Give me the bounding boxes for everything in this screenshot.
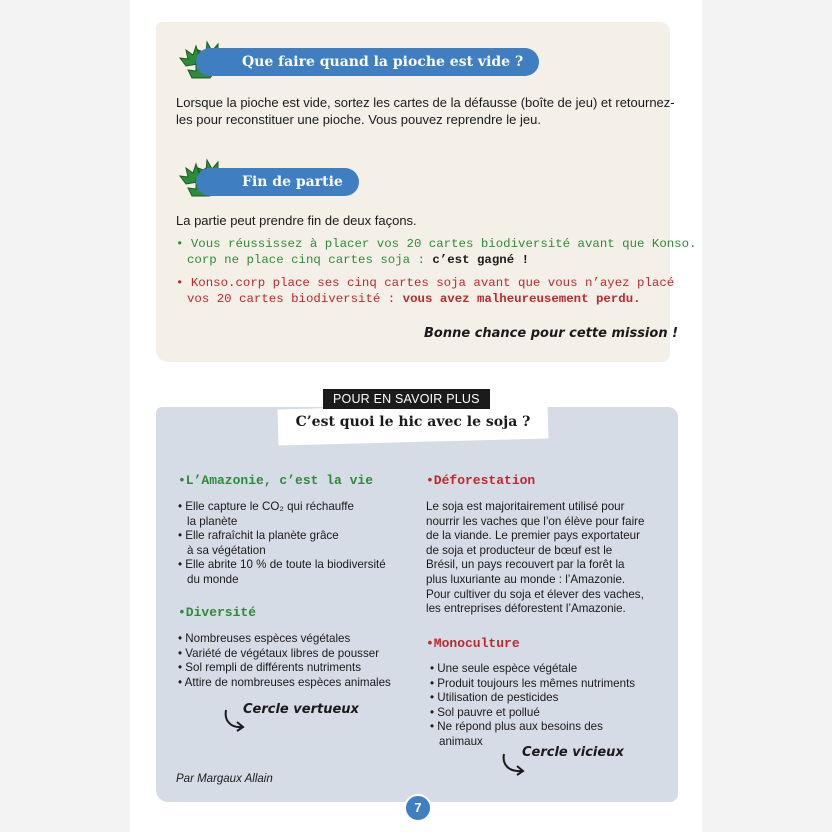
amazonie-list bbox=[178, 500, 386, 588]
author: Par Margaux Allain bbox=[176, 773, 273, 785]
text-line: Le soja est majoritairement utilisé pour bbox=[426, 500, 625, 513]
list-item: • Nombreuses espèces végétales bbox=[178, 632, 351, 645]
section-title-empty-pile: Que faire quand la pioche est vide ? bbox=[196, 48, 539, 76]
list-item: • Elle rafraîchit la planète grâce bbox=[178, 529, 339, 543]
text-line: nourrir les vaches que l’on élève pour faire bbox=[426, 514, 645, 528]
info-title: C’est quoi le hic avec le soja ? bbox=[295, 414, 531, 430]
text-line: les entreprises déforestent l’Amazonie. bbox=[426, 602, 626, 616]
list-item: la planète bbox=[187, 514, 238, 528]
list-item: • Ne répond plus aux besoins des bbox=[430, 720, 603, 734]
list-item: • Utilisation de pesticides bbox=[430, 691, 559, 705]
end-game-intro: La partie peut prendre fin de deux façons. bbox=[176, 213, 417, 228]
section-title-end-game: Fin de partie bbox=[196, 168, 359, 196]
text-line: de la viande. Le premier pays exportateur bbox=[426, 529, 640, 543]
empty-pile-text-line1: Lorsque la pioche est vide, sortez les cartes de la défausse (boîte de jeu) et retournez- bbox=[176, 95, 675, 110]
text-line: Pour cultiver du soja et élever des vaches, bbox=[426, 587, 644, 601]
list-item: • Une seule espèce végétale bbox=[430, 662, 578, 675]
list-item: • Produit toujours les mêmes nutriments bbox=[430, 676, 636, 690]
list-item: animaux bbox=[439, 734, 483, 748]
win-line2: corp ne place cinq cartes soja : c’est gagné ! bbox=[187, 253, 530, 267]
list-item: à sa végétation bbox=[187, 543, 266, 557]
monoculture-heading: •Monoculture bbox=[426, 636, 520, 651]
empty-pile-text-line2: les pour reconstituer une pioche. Vous pouvez reprendre le jeu. bbox=[176, 112, 541, 127]
monoculture-list bbox=[430, 662, 635, 750]
win-line1: • Vous réussissez à placer vos 20 cartes biodiversité avant que Konso. bbox=[176, 237, 697, 251]
list-item: • Attire de nombreuses espèces animales bbox=[178, 675, 391, 689]
text-line: Brésil, un pays recouvert par la forêt la bbox=[426, 558, 625, 572]
amazonie-heading: •L’Amazonie, c’est la vie bbox=[178, 473, 374, 488]
deforestation-heading: •Déforestation bbox=[426, 473, 536, 488]
cercle-vertueux-label: Cercle vertueux bbox=[243, 702, 359, 717]
list-item: • Sol pauvre et pollué bbox=[430, 705, 540, 719]
text-line: de soja et producteur de bœuf est le bbox=[426, 543, 613, 557]
list-item: du monde bbox=[187, 572, 239, 586]
diversite-list bbox=[178, 632, 391, 690]
text-line: plus luxuriante au monde : l’Amazonie. bbox=[426, 572, 626, 586]
list-item: • Variété de végétaux libres de pousser bbox=[178, 646, 380, 660]
list-item: • Elle abrite 10 % de toute la biodiversité bbox=[178, 558, 386, 572]
info-tag: POUR EN SAVOIR PLUS bbox=[323, 389, 490, 409]
lose-line1: • Konso.corp place ses cinq cartes soja avant que vous n’ayez placé bbox=[176, 276, 675, 290]
page-number: 7 bbox=[404, 794, 432, 822]
list-item: • Elle capture le CO₂ qui réchauffe bbox=[178, 500, 354, 513]
closing-text: Bonne chance pour cette mission ! bbox=[424, 326, 679, 341]
lose-line2: vos 20 cartes biodiversité : vous avez malheureusement perdu. bbox=[187, 292, 641, 306]
diversite-heading: •Diversité bbox=[178, 605, 257, 620]
list-item: • Sol rempli de différents nutriments bbox=[178, 661, 361, 675]
deforestation-text bbox=[426, 500, 644, 617]
cercle-vicieux-label: Cercle vicieux bbox=[522, 745, 624, 760]
